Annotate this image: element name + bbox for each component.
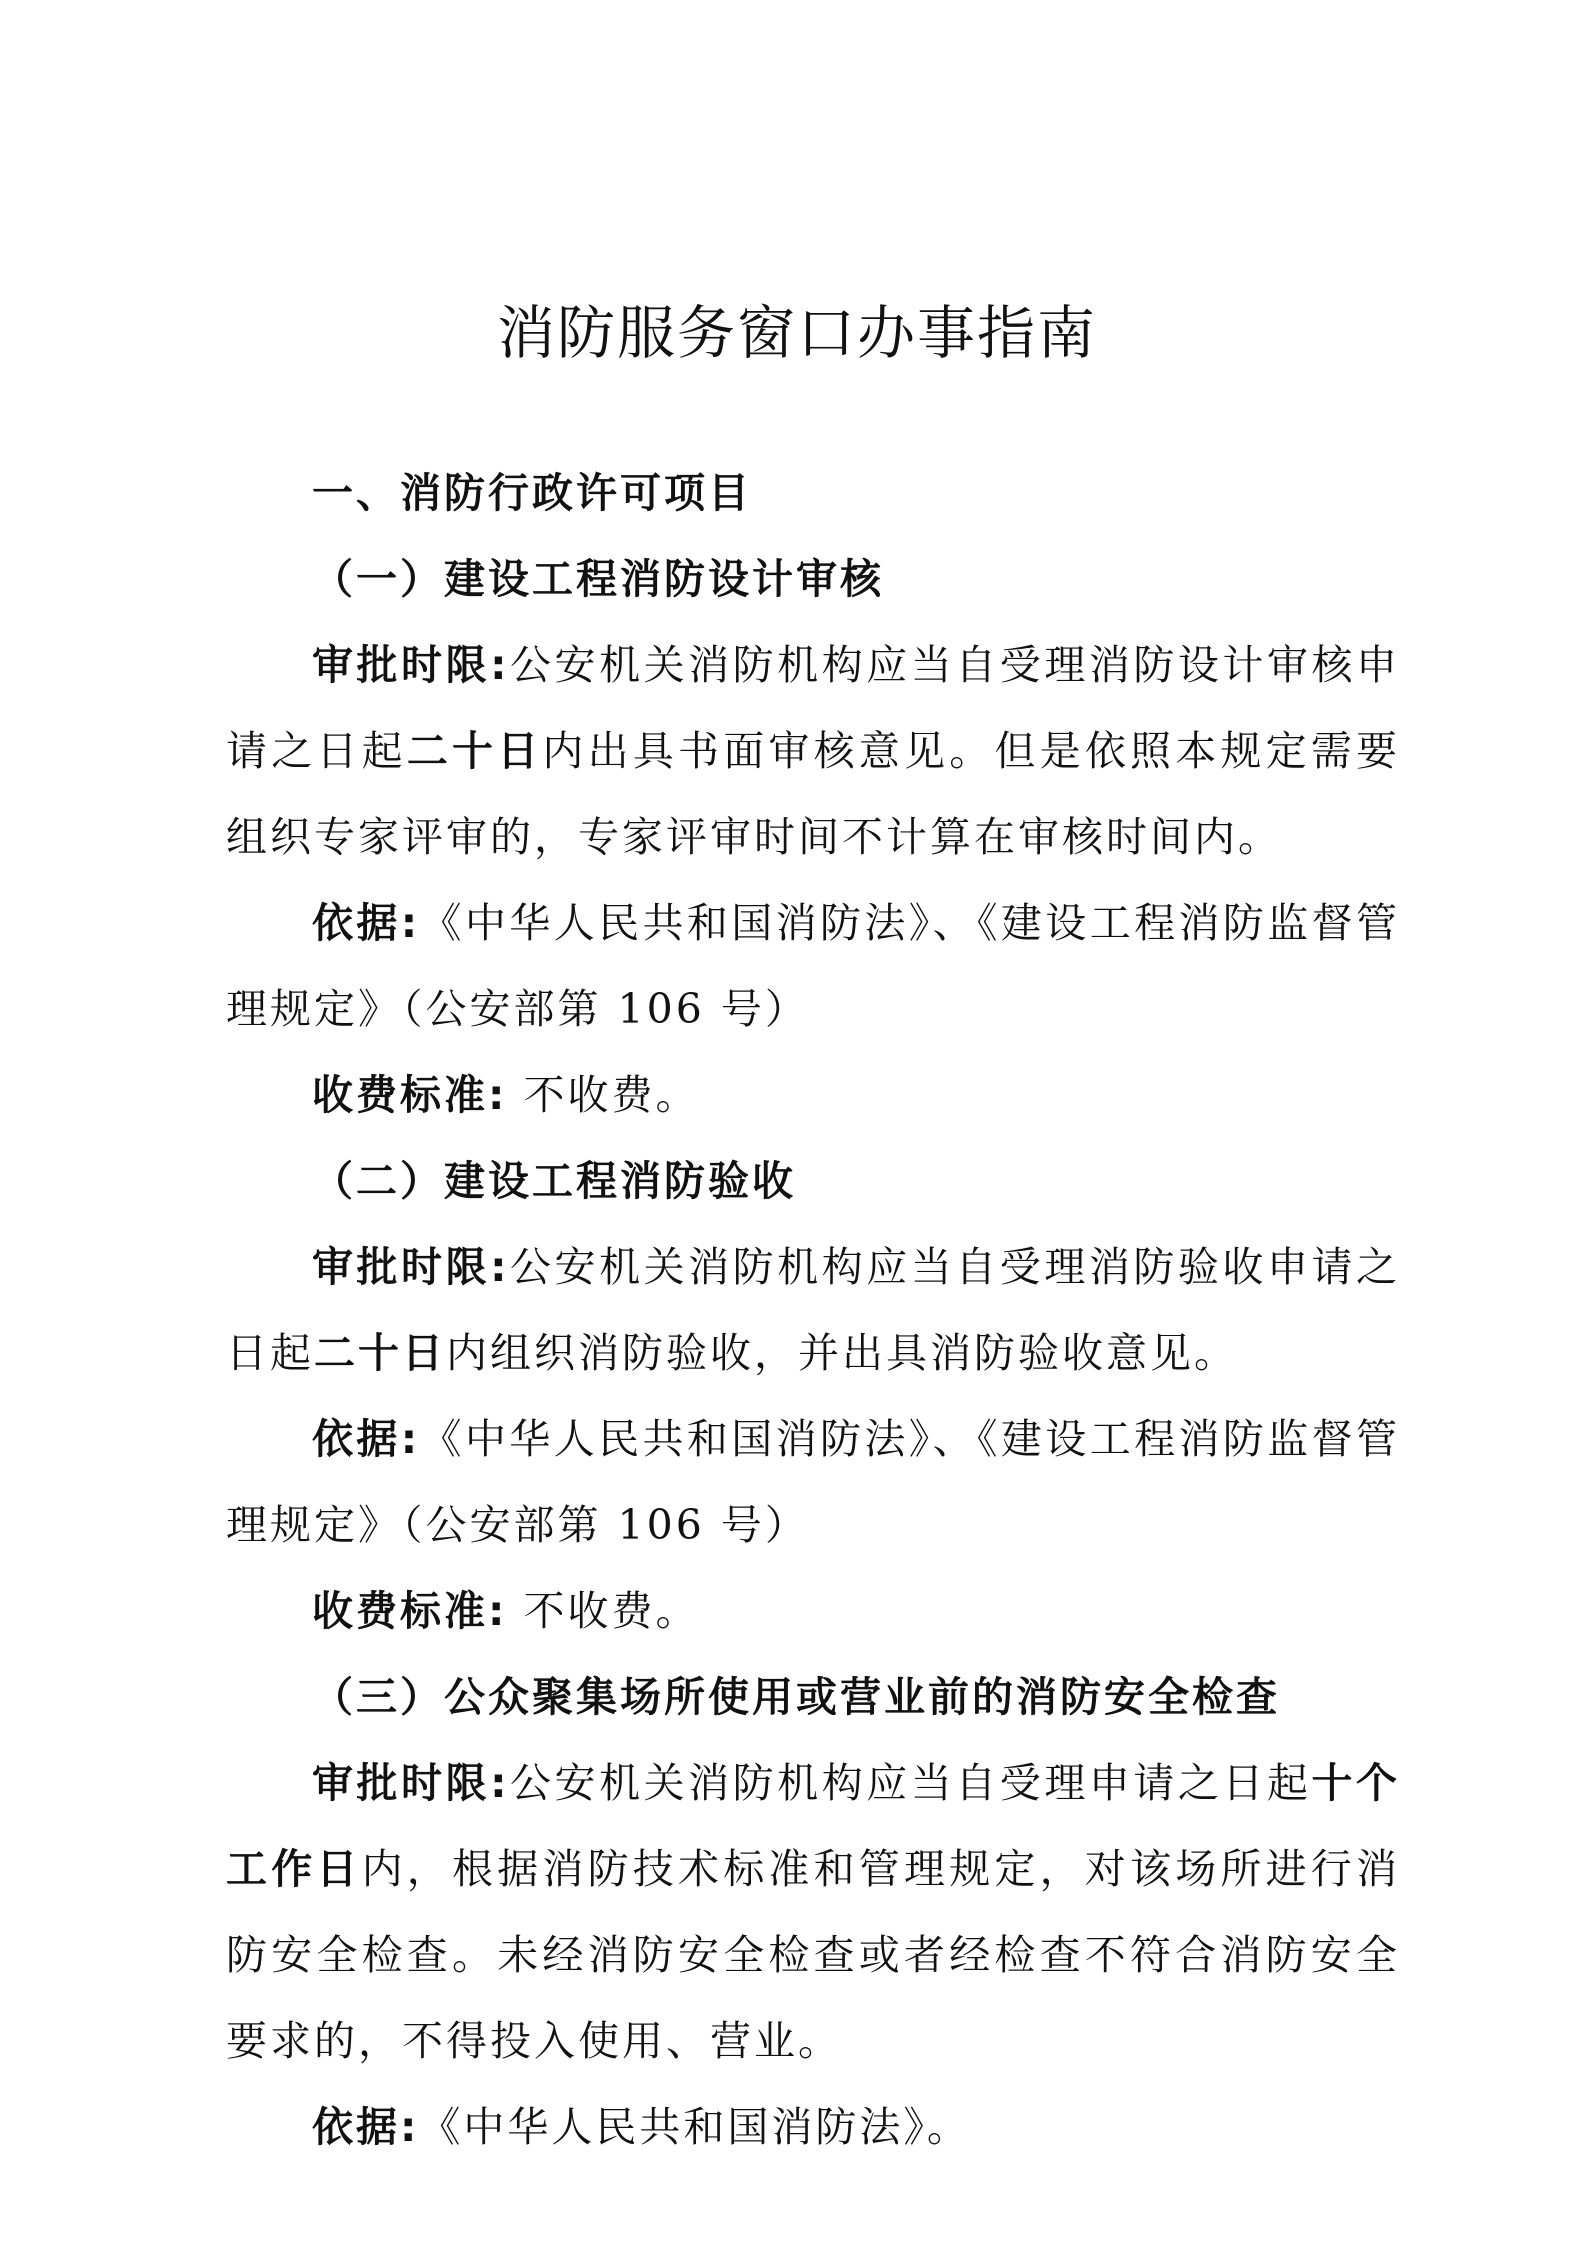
approval-text: 内，根据消防技术标准和管理规定，对该场所进行消防安全检查。未经消防安全检查或者经检查不符合消防安全要求的，不得投入使用、营业。 — [226, 1845, 1401, 2065]
approval-deadline: 二十日 — [314, 1329, 446, 1377]
fee-paragraph — [226, 1568, 1400, 1654]
approval-label: 审批时限: — [312, 1243, 510, 1291]
approval-paragraph — [226, 1740, 1400, 2084]
approval-paragraph — [226, 1224, 1400, 1396]
approval-text: 公安机关消防机构应当自受理消防设计审核申请之日起 — [226, 641, 1400, 775]
approval-label: 审批时限: — [312, 1759, 510, 1807]
fee-paragraph — [226, 1052, 1400, 1138]
basis-paragraph — [226, 880, 1400, 1052]
basis-paragraph — [226, 1396, 1400, 1568]
item-heading: （三）公众聚集场所使用或营业前的消防安全检查 — [312, 1673, 1280, 1721]
basis-label: 依据: — [312, 2103, 420, 2151]
item-heading: （二）建设工程消防验收 — [312, 1157, 796, 1205]
approval-deadline: 二十日 — [406, 727, 543, 775]
basis-label: 依据: — [312, 899, 421, 947]
fee-label: 收费标准: — [312, 1587, 508, 1635]
document-body — [226, 450, 1400, 2170]
item-heading: （一）建设工程消防设计审核 — [312, 555, 884, 603]
page-title: 消防服务窗口办事指南 — [496, 299, 1097, 367]
basis-text: 《中华人民共和国消防法》、《建设工程消防监督管理规定》（公安部第 106 号） — [226, 1415, 1400, 1549]
approval-label: 审批时限: — [312, 641, 510, 689]
approval-paragraph — [226, 622, 1400, 880]
approval-text: 公安机关消防机构应当自受理申请之日起 — [509, 1759, 1312, 1807]
fee-text: 不收费。 — [507, 1071, 700, 1119]
approval-text: 内组织消防验收，并出具消防验收意见。 — [446, 1329, 1238, 1377]
fee-label: 收费标准: — [312, 1071, 508, 1119]
basis-label: 依据: — [312, 1415, 421, 1463]
fee-text: 不收费。 — [507, 1587, 700, 1635]
approval-text: 公安机关消防机构应当自受理消防验收申请之日起 — [226, 1243, 1400, 1377]
basis-text: 《中华人民共和国消防法》、《建设工程消防监督管理规定》（公安部第 106 号） — [226, 899, 1400, 1033]
basis-text: 《中华人民共和国消防法》。 — [419, 2103, 971, 2151]
approval-text: 内出具书面审核意见。但是依照本规定需要组织专家评审的，专家评审时间不计算在审核时间内。 — [226, 727, 1401, 861]
basis-paragraph — [226, 2084, 1400, 2170]
approval-deadline: 十个工作日 — [226, 1759, 1400, 1893]
section-heading: 一、消防行政许可项目 — [312, 469, 752, 517]
